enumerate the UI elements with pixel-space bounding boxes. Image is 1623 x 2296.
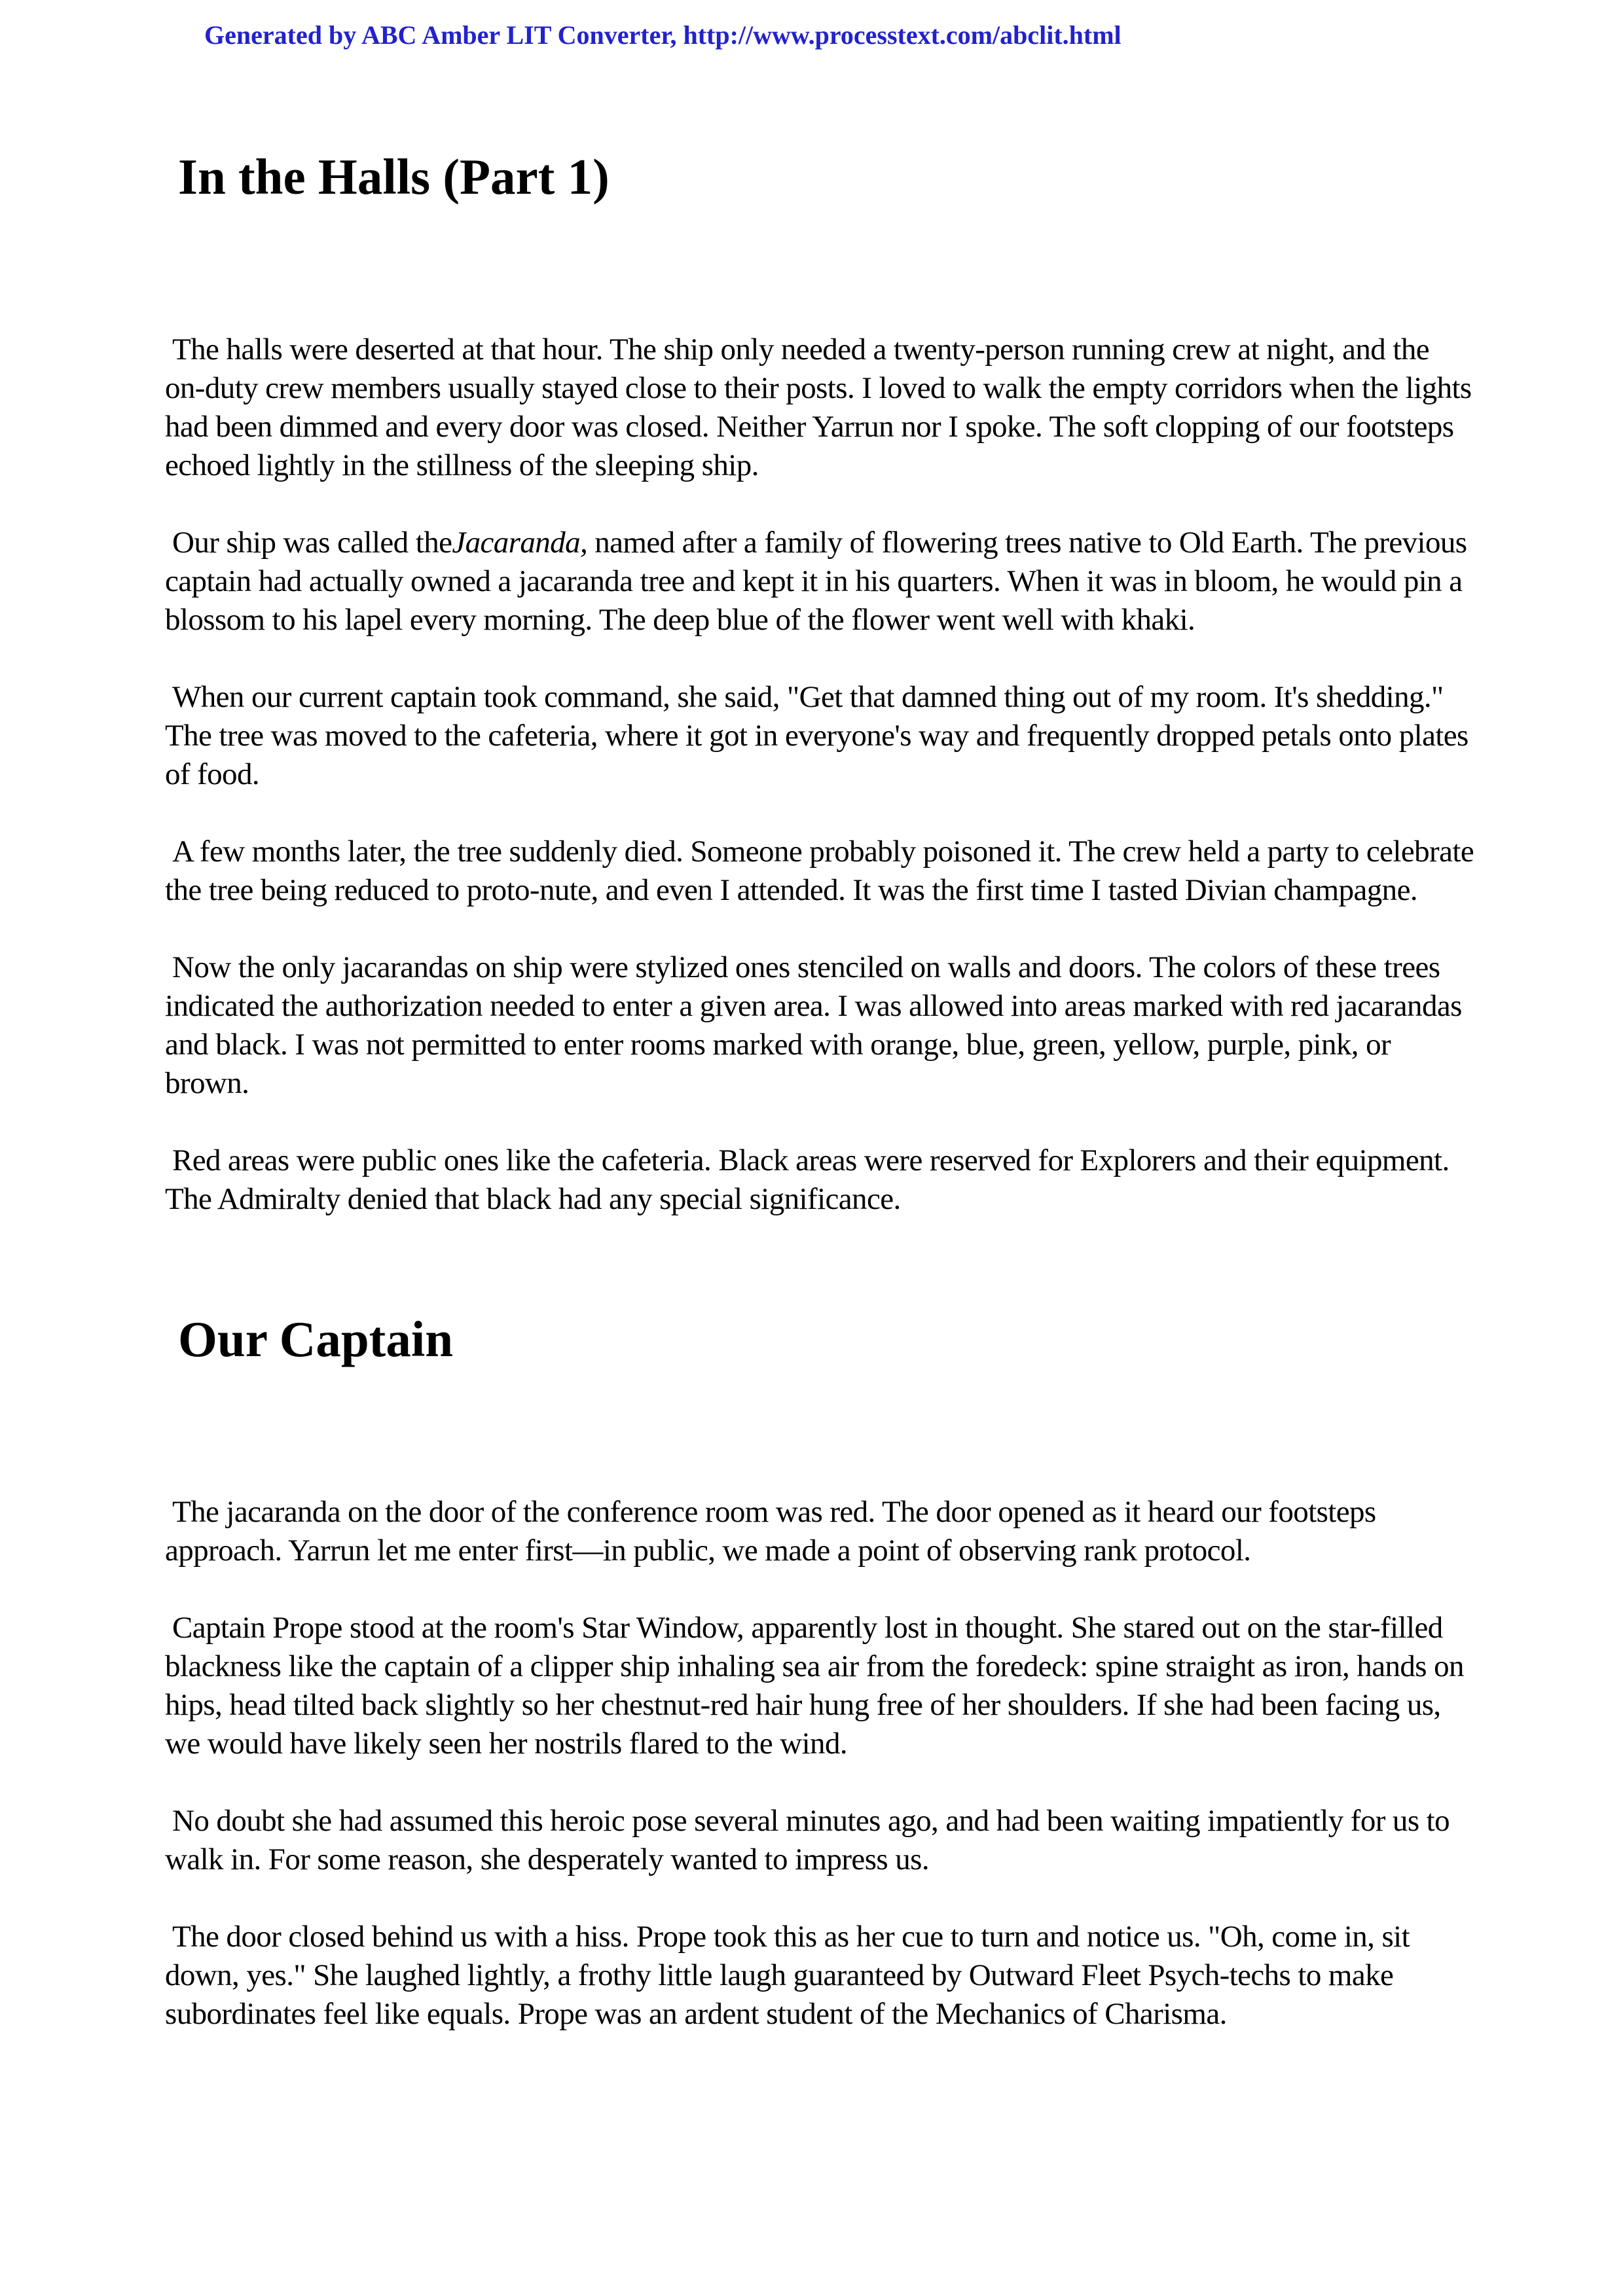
chapter-title: Our Captain [178, 1311, 454, 1367]
chapter-title: In the Halls (Part 1) [178, 149, 610, 205]
paragraph [165, 524, 1474, 639]
paragraph: A few months later, the tree suddenly died. Someone probably poisoned it. The crew held a party to celebrate the tree being reduced to proto-nute, and even I attended. It was the first time I tasted Divian champagne. [165, 834, 1474, 907]
paragraph: Now the only jacarandas on ship were stylized ones stenciled on walls and doors. The colors of these trees indicated the authorization needed to enter a given area. I was allowed into areas marked with red jacarandas and black. I was not permitted to enter rooms marked with orange, blue, green, yellow, purple, pink, or brown. [165, 950, 1462, 1100]
paragraph: Red areas were public ones like the cafeteria. Black areas were reserved for Explorers and their equipment. The Admiralty denied that black had any special significance. [165, 1143, 1450, 1216]
paragraph-text: Our ship was called the [172, 526, 452, 560]
converter-banner: Generated by ABC Amber LIT Converter, http://www.processtext.com/abclit.html [204, 20, 1122, 50]
paragraph: The halls were deserted at that hour. The ship only needed a twenty-person running crew at night, and the on-duty crew members usually stayed close to their posts. I loved to walk the empty corridors when the lights had been dimmed and every door was closed. Neither Yarrun nor I spoke. The soft clopping of our footsteps echoed lightly in the stillness of the sleeping ship. [165, 332, 1472, 482]
paragraph: The door closed behind us with a hiss. Prope took this as her cue to turn and notice us. "Oh, come in, sit down, yes." She laughed lightly, a frothy little laugh guaranteed by Outward Fleet Psych-techs to make subordinates feel like equals. Prope was an ardent student of the Mechanics of Charisma. [165, 1920, 1410, 2031]
paragraph: When our current captain took command, she said, "Get that damned thing out of my room. It's shedding." The tree was moved to the cafeteria, where it got in everyone's way and frequently dropped petals onto plates of food. [165, 680, 1468, 791]
section-our-captain [165, 1306, 1474, 2034]
paragraph: The jacaranda on the door of the conference room was red. The door opened as it heard our footsteps approach. Yarrun let me enter first—in public, we made a point of observing rank protocol. [165, 1495, 1376, 1568]
section-in-the-halls [165, 144, 1474, 1219]
paragraph-text: named after a family of flowering trees native to Old Earth. The previous captain had actually owned a jacaranda tree and kept it in his quarters. When it was in bloom, he would pin a blossom to his lapel every morning. The deep blue of the flower went well with khaki. [165, 526, 1467, 637]
document-body [165, 144, 1474, 2072]
paragraph: Captain Prope stood at the room's Star Window, apparently lost in thought. She stared out on the star-filled blackness like the captain of a clipper ship inhaling sea air from the foredeck: spine straight as iron, hands on hips, head tilted back slightly so her chestnut-red hair hung free of her shoulders. If she had been facing us, we would have likely seen her nostrils flared to the wind. [165, 1611, 1464, 1761]
ship-name-emphasis: Jacaranda, [452, 526, 588, 560]
paragraph: No doubt she had assumed this heroic pose several minutes ago, and had been waiting impatiently for us to walk in. For some reason, she desperately wanted to impress us. [165, 1804, 1450, 1876]
